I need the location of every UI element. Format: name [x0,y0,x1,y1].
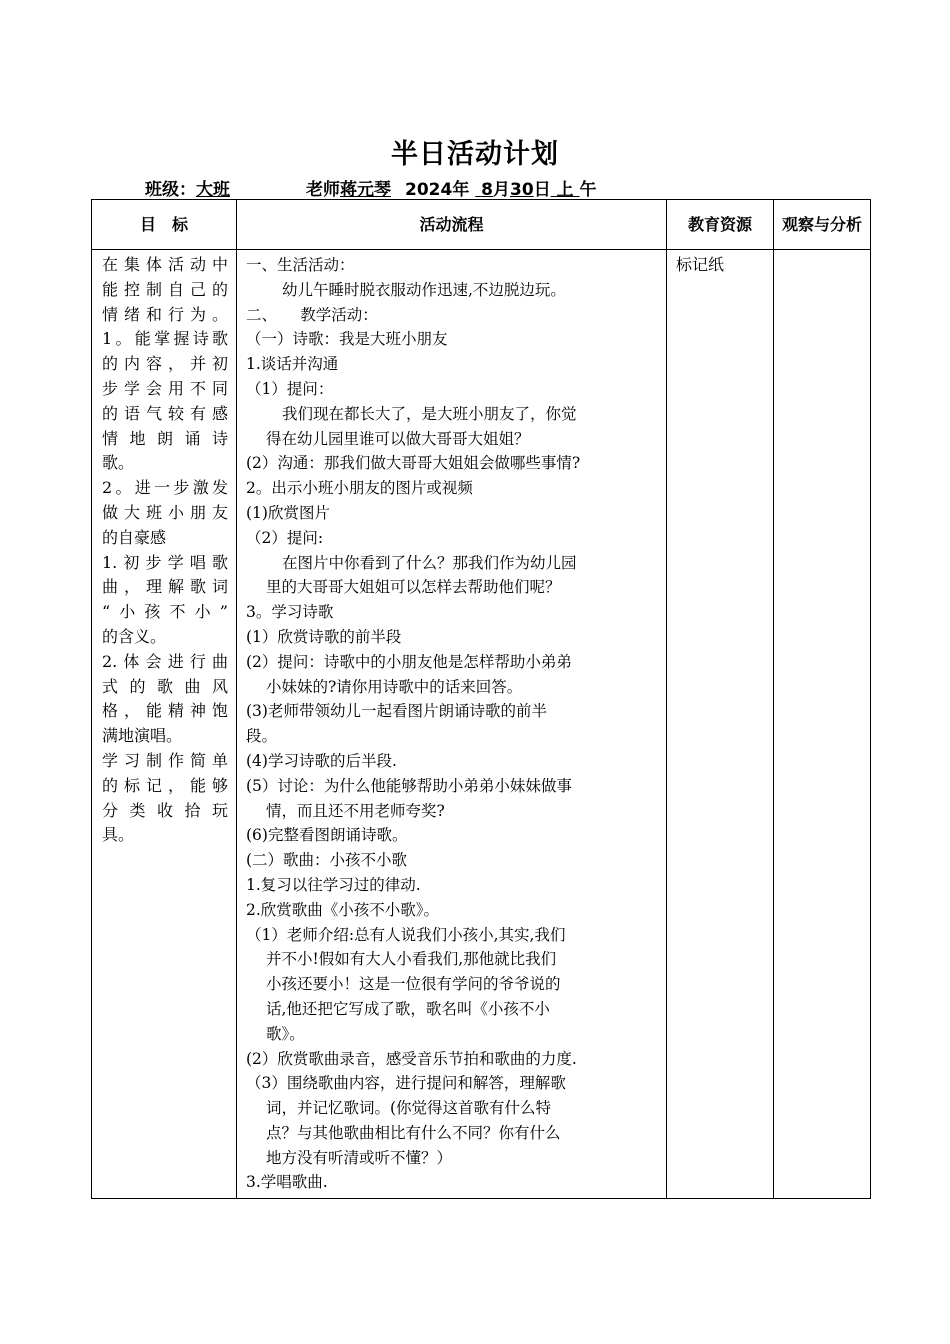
goal-line: 1.初步学唱歌 [102,552,228,572]
goal-line: 步学会用不同 [102,378,228,398]
goal-line: 曲，理解歌词 [102,577,228,597]
header-flow: 活动流程 [237,200,667,250]
goal-text [93,251,235,848]
flow-line: 我们现在都长大了，是大班小朋友了，你觉 [282,404,577,423]
flow-line: 3.学唱歌曲. [246,1173,328,1192]
header-goal: 目 标 [92,200,237,250]
flow-line: 并不小!假如有大人小看我们,那他就比我们 [266,950,557,969]
flow-line: (3)老师带领幼儿一起看图片朗诵诗歌的前半 [246,702,547,721]
goal-line: 式的歌曲风 [102,676,228,696]
plan-meta-line [145,175,597,200]
flow-line: 1.谈话并沟通 [246,355,339,374]
flow-line: （一）诗歌：我是大班小朋友 [246,330,448,349]
flow-line: (6)完整看图朗诵诗歌。 [246,826,408,845]
flow-line: （1）提问： [246,379,334,398]
flow-line: （1）老师介绍:总有人说我们小孩小,其实,我们 [246,925,566,944]
flow-line: 2。出示小班小朋友的图片或视频 [246,479,473,498]
flow-line: 二、 教学活动： [246,305,378,324]
table-body-row [92,250,871,1199]
goal-line: 做大班小朋友 [102,502,228,522]
observe-text [775,251,869,253]
flow-line: 1.复习以往学习过的律动. [246,875,421,894]
flow-line: (1)欣赏图片 [246,503,330,522]
flow-line: (5）讨论：为什么他能够帮助小弟弟小妹妹做事 [246,776,572,795]
header-observe: 观察与分析 [774,200,871,250]
flow-line: 幼儿午睡时脱衣服动作迅速,不边脱边玩。 [282,280,566,299]
goal-line: 满地演唱。 [102,726,183,746]
goal-line: 在集体活动中 [102,255,228,274]
flow-line: （2）提问: [246,528,324,547]
flow-line: 段。 [246,727,278,746]
goal-line: 具。 [102,825,135,845]
table-header-row [92,200,871,250]
period-unit: 午 [579,180,597,200]
flow-line: 点？与其他歌曲相比有什么不同？你有什么 [266,1123,561,1142]
flow-line: (2）欣赏歌曲录音，感受音乐节拍和歌曲的力度. [246,1049,577,1068]
header-resource: 教育资源 [667,200,774,250]
class-label: 班级： [145,180,196,200]
goal-line: 的语气较有感 [102,403,228,423]
resource-cell [667,250,774,1199]
teacher-label: 老师 [306,180,340,200]
goal-cell [92,250,237,1199]
day-value: 30 [510,180,534,200]
flow-line: (2）提问：诗歌中的小朋友他是怎样帮助小弟弟 [246,652,572,671]
flow-line: (2）沟通：那我们做大哥哥大姐姐会做哪些事情? [246,454,581,473]
flow-line: 2.欣赏歌曲《小孩不小歌》。 [246,900,440,919]
flow-line: 3。学习诗歌 [246,603,334,622]
goal-line: 情绪和行为。 [102,304,228,324]
year-value: 2024 [405,180,453,200]
goal-line: “小孩不小” [102,602,228,622]
goal-line: 的标记，能够 [102,775,228,795]
goal-line: 学习制作简单 [102,750,228,770]
flow-line: 地方没有听清或听不懂？） [266,1148,453,1167]
observe-cell [774,250,871,1199]
flow-line: 歌》。 [266,1024,305,1043]
flow-line: (4)学习诗歌的后半段. [246,751,397,770]
flow-line: 得在幼儿园里谁可以做大哥哥大姐姐？ [266,429,530,448]
goal-line: 1。能掌握诗歌 [102,329,228,349]
flow-cell [237,250,667,1199]
day-unit: 日 [533,180,551,200]
goal-line: 情地朗诵诗 [102,428,228,448]
flow-line: (1）欣赏诗歌的前半段 [246,627,402,646]
flow-line: 词，并记忆歌词。(你觉得这首歌有什么特 [266,1099,552,1118]
flow-line: 小妹妹的?请你用诗歌中的话来回答。 [266,677,523,696]
flow-text [238,251,665,1195]
resource-text: 标记纸 [676,255,725,274]
flow-line: 情，而且还不用老师夸奖? [266,801,445,820]
goal-line: 歌。 [102,453,135,473]
goal-line: 格，能精神饱 [102,701,228,721]
goal-line: 2。进一步激发 [102,478,228,498]
goal-line: 的含义。 [102,626,167,646]
flow-line: 在图片中你看到了什么？那我们作为幼儿园 [282,553,577,572]
flow-line: （3）围绕歌曲内容，进行提问和解答，理解歌 [246,1074,566,1093]
flow-line: (二）歌曲：小孩不小歌 [246,851,408,870]
month-unit: 月 [493,180,511,200]
month-value: 8 [481,180,494,200]
activity-plan-table [91,199,871,1199]
goal-line: 能控制自己的 [102,279,228,299]
page-title: 半日活动计划 [391,139,559,170]
goal-line: 2.体会进行曲 [102,651,228,671]
goal-line: 分类收拾玩 [102,800,228,820]
class-value: 大班 [196,180,230,200]
goal-line: 的内容，并初 [102,354,228,374]
flow-line: 小孩还要小！这是一位很有学问的爷爷说的 [266,975,561,994]
teacher-value: 蒋元琴 [340,180,391,200]
year-unit: 年 [452,180,470,200]
goal-line: 的自豪感 [102,527,167,547]
flow-line: 一、生活活动： [246,256,355,274]
flow-line: 里的大哥哥大姐姐可以怎样去帮助他们呢？ [266,578,561,597]
period-value: 上 [556,180,574,200]
flow-line: 话,他还把它写成了歌，歌名叫《小孩不小 [266,999,550,1018]
